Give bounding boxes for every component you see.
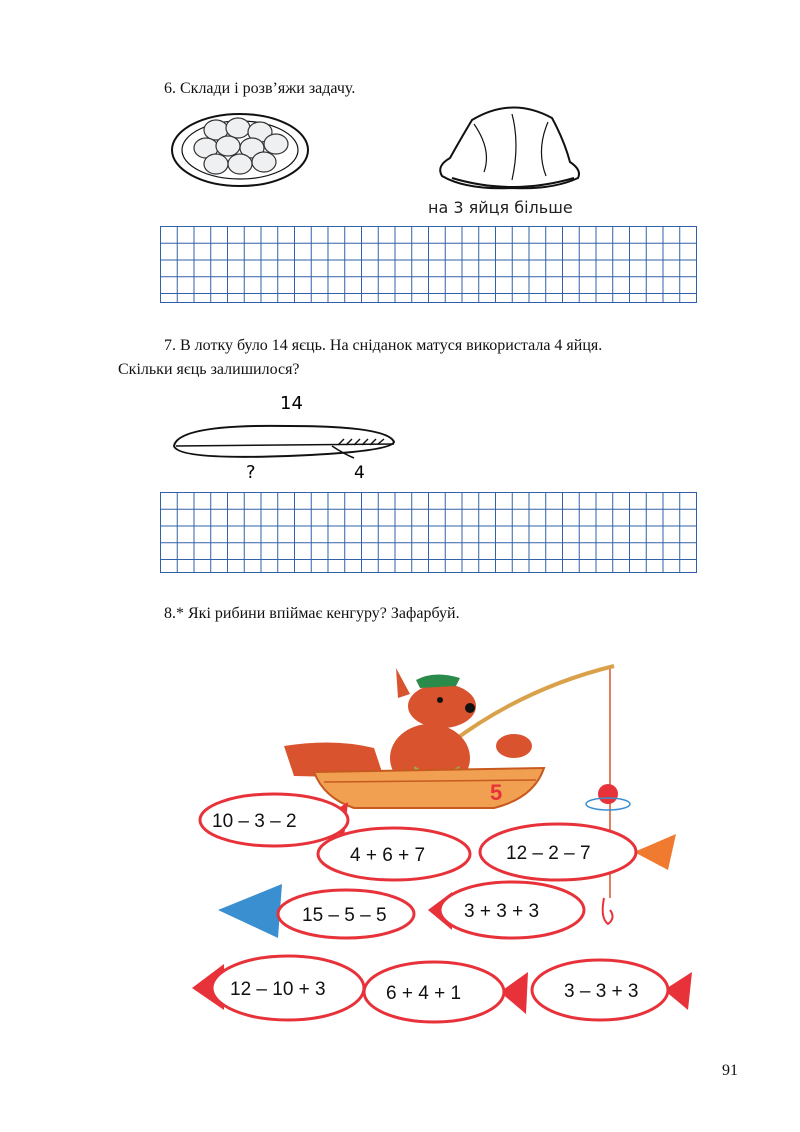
fish-2-label: 4 + 6 + 7 xyxy=(350,845,426,866)
task6-caption: на 3 яйця більше xyxy=(428,198,573,217)
egg-plate-illustration xyxy=(168,108,318,192)
fish-8[interactable] xyxy=(532,960,692,1020)
fish-4[interactable] xyxy=(218,884,414,938)
fish-1[interactable] xyxy=(200,794,348,846)
page-number: 91 xyxy=(722,1062,738,1079)
fish-5[interactable] xyxy=(428,882,584,938)
diagram-unknown-label: ? xyxy=(246,462,256,483)
diagram-part-label: 4 xyxy=(354,463,365,483)
task7-text xyxy=(118,334,742,382)
fish-5-label: 3 + 3 + 3 xyxy=(464,901,540,922)
task7-line2: Скільки яєць залишилося? xyxy=(118,361,300,378)
task7-line1: 7. В лотку було 14 яєць. На сніданок матуся використала 4 яйця. xyxy=(164,337,603,354)
covered-plate-illustration xyxy=(432,100,592,196)
task6-title: 6. Склади і розв’яжи задачу. xyxy=(164,80,356,97)
fish-2[interactable] xyxy=(318,828,470,880)
boat-icon xyxy=(314,768,544,808)
fish-1-label: 10 – 3 – 2 xyxy=(212,811,297,832)
kangaroo-fishing-illustration xyxy=(184,648,704,1038)
float-icon xyxy=(598,784,618,804)
fish-6-label: 12 – 10 + 3 xyxy=(230,979,326,1000)
diagram-total-label: 14 xyxy=(280,393,303,414)
fish-7-label: 6 + 4 + 1 xyxy=(386,983,462,1004)
task8-title: 8.* Які рибини впіймає кенгуру? Зафарбуй. xyxy=(164,605,460,622)
fish-8-label: 3 – 3 + 3 xyxy=(564,981,639,1002)
task7-answer-grid[interactable] xyxy=(160,492,697,573)
fish-4-label: 15 – 5 – 5 xyxy=(302,905,387,926)
boat-number: 5 xyxy=(490,780,503,805)
fish-6[interactable] xyxy=(192,956,364,1020)
fish-3-label: 12 – 2 – 7 xyxy=(506,843,591,864)
task6-answer-grid[interactable] xyxy=(160,226,697,303)
fish-3[interactable] xyxy=(480,824,676,880)
hook-icon xyxy=(603,898,613,924)
task7-diagram xyxy=(168,390,408,490)
fish-7[interactable] xyxy=(364,962,528,1022)
